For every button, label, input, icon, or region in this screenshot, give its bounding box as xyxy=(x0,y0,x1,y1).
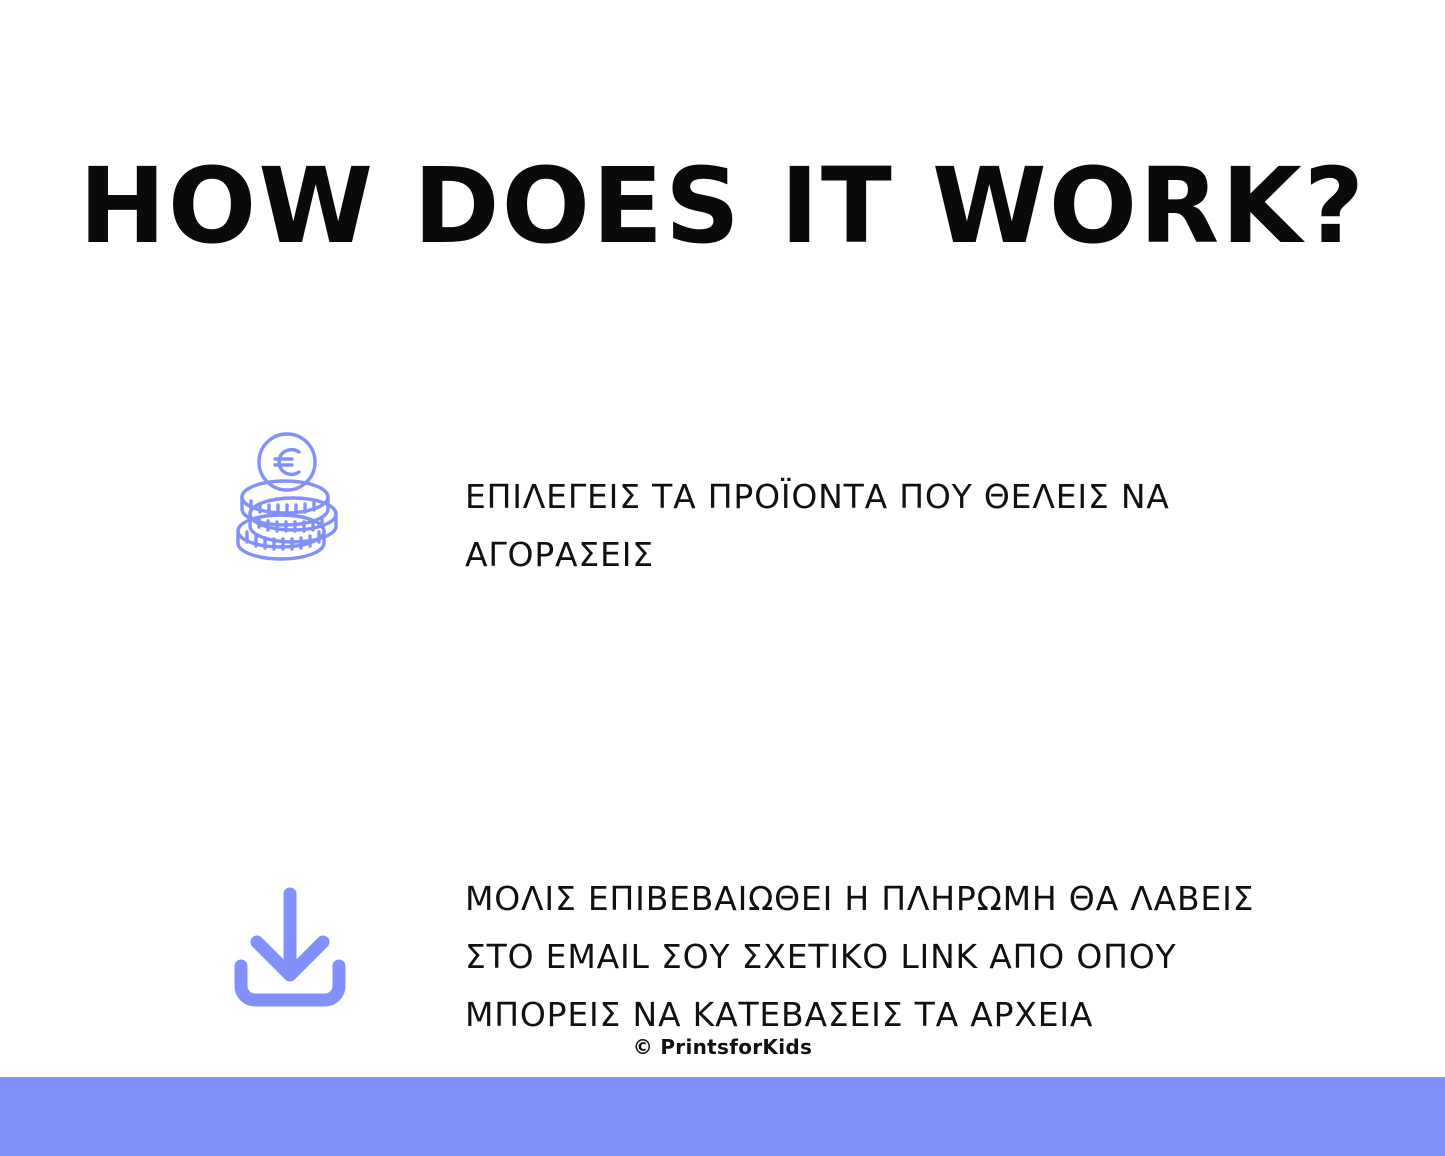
bottom-accent-bar xyxy=(0,1077,1445,1156)
list-item-label: ΜΟΛΙΣ ΕΠΙΒΕΒΑΙΩΘΕΙ Η ΠΛΗΡΩΜΗ ΘΑ ΛΑΒΕΙΣ ΣΤΟ EMAIL ΣΟΥ ΣΧΕΤΙΚΟ LINK ΑΠΟ ΟΠΟΥ ΜΠΟΡΕΙΣ ΝΑ ΚΑΤΕΒΑΣΕΙΣ ΤΑ ΑΡΧΕΙΑ xyxy=(465,879,1255,1034)
page-title: HOW DOES IT WORK? xyxy=(78,145,1367,267)
list-item-label: ΕΠΙΛΕΓΕΙΣ ΤΑ ΠΡΟΪΟΝΤΑ ΠΟΥ ΘΕΛΕΙΣ ΝΑ ΑΓΟΡΑΣΕΙΣ xyxy=(465,477,1170,574)
coins-euro-icon xyxy=(215,420,365,576)
list-item xyxy=(215,420,1295,584)
footer-credit: © PrintsforKids xyxy=(632,1035,813,1059)
download-icon xyxy=(215,650,365,1012)
list-item xyxy=(215,650,1295,1043)
